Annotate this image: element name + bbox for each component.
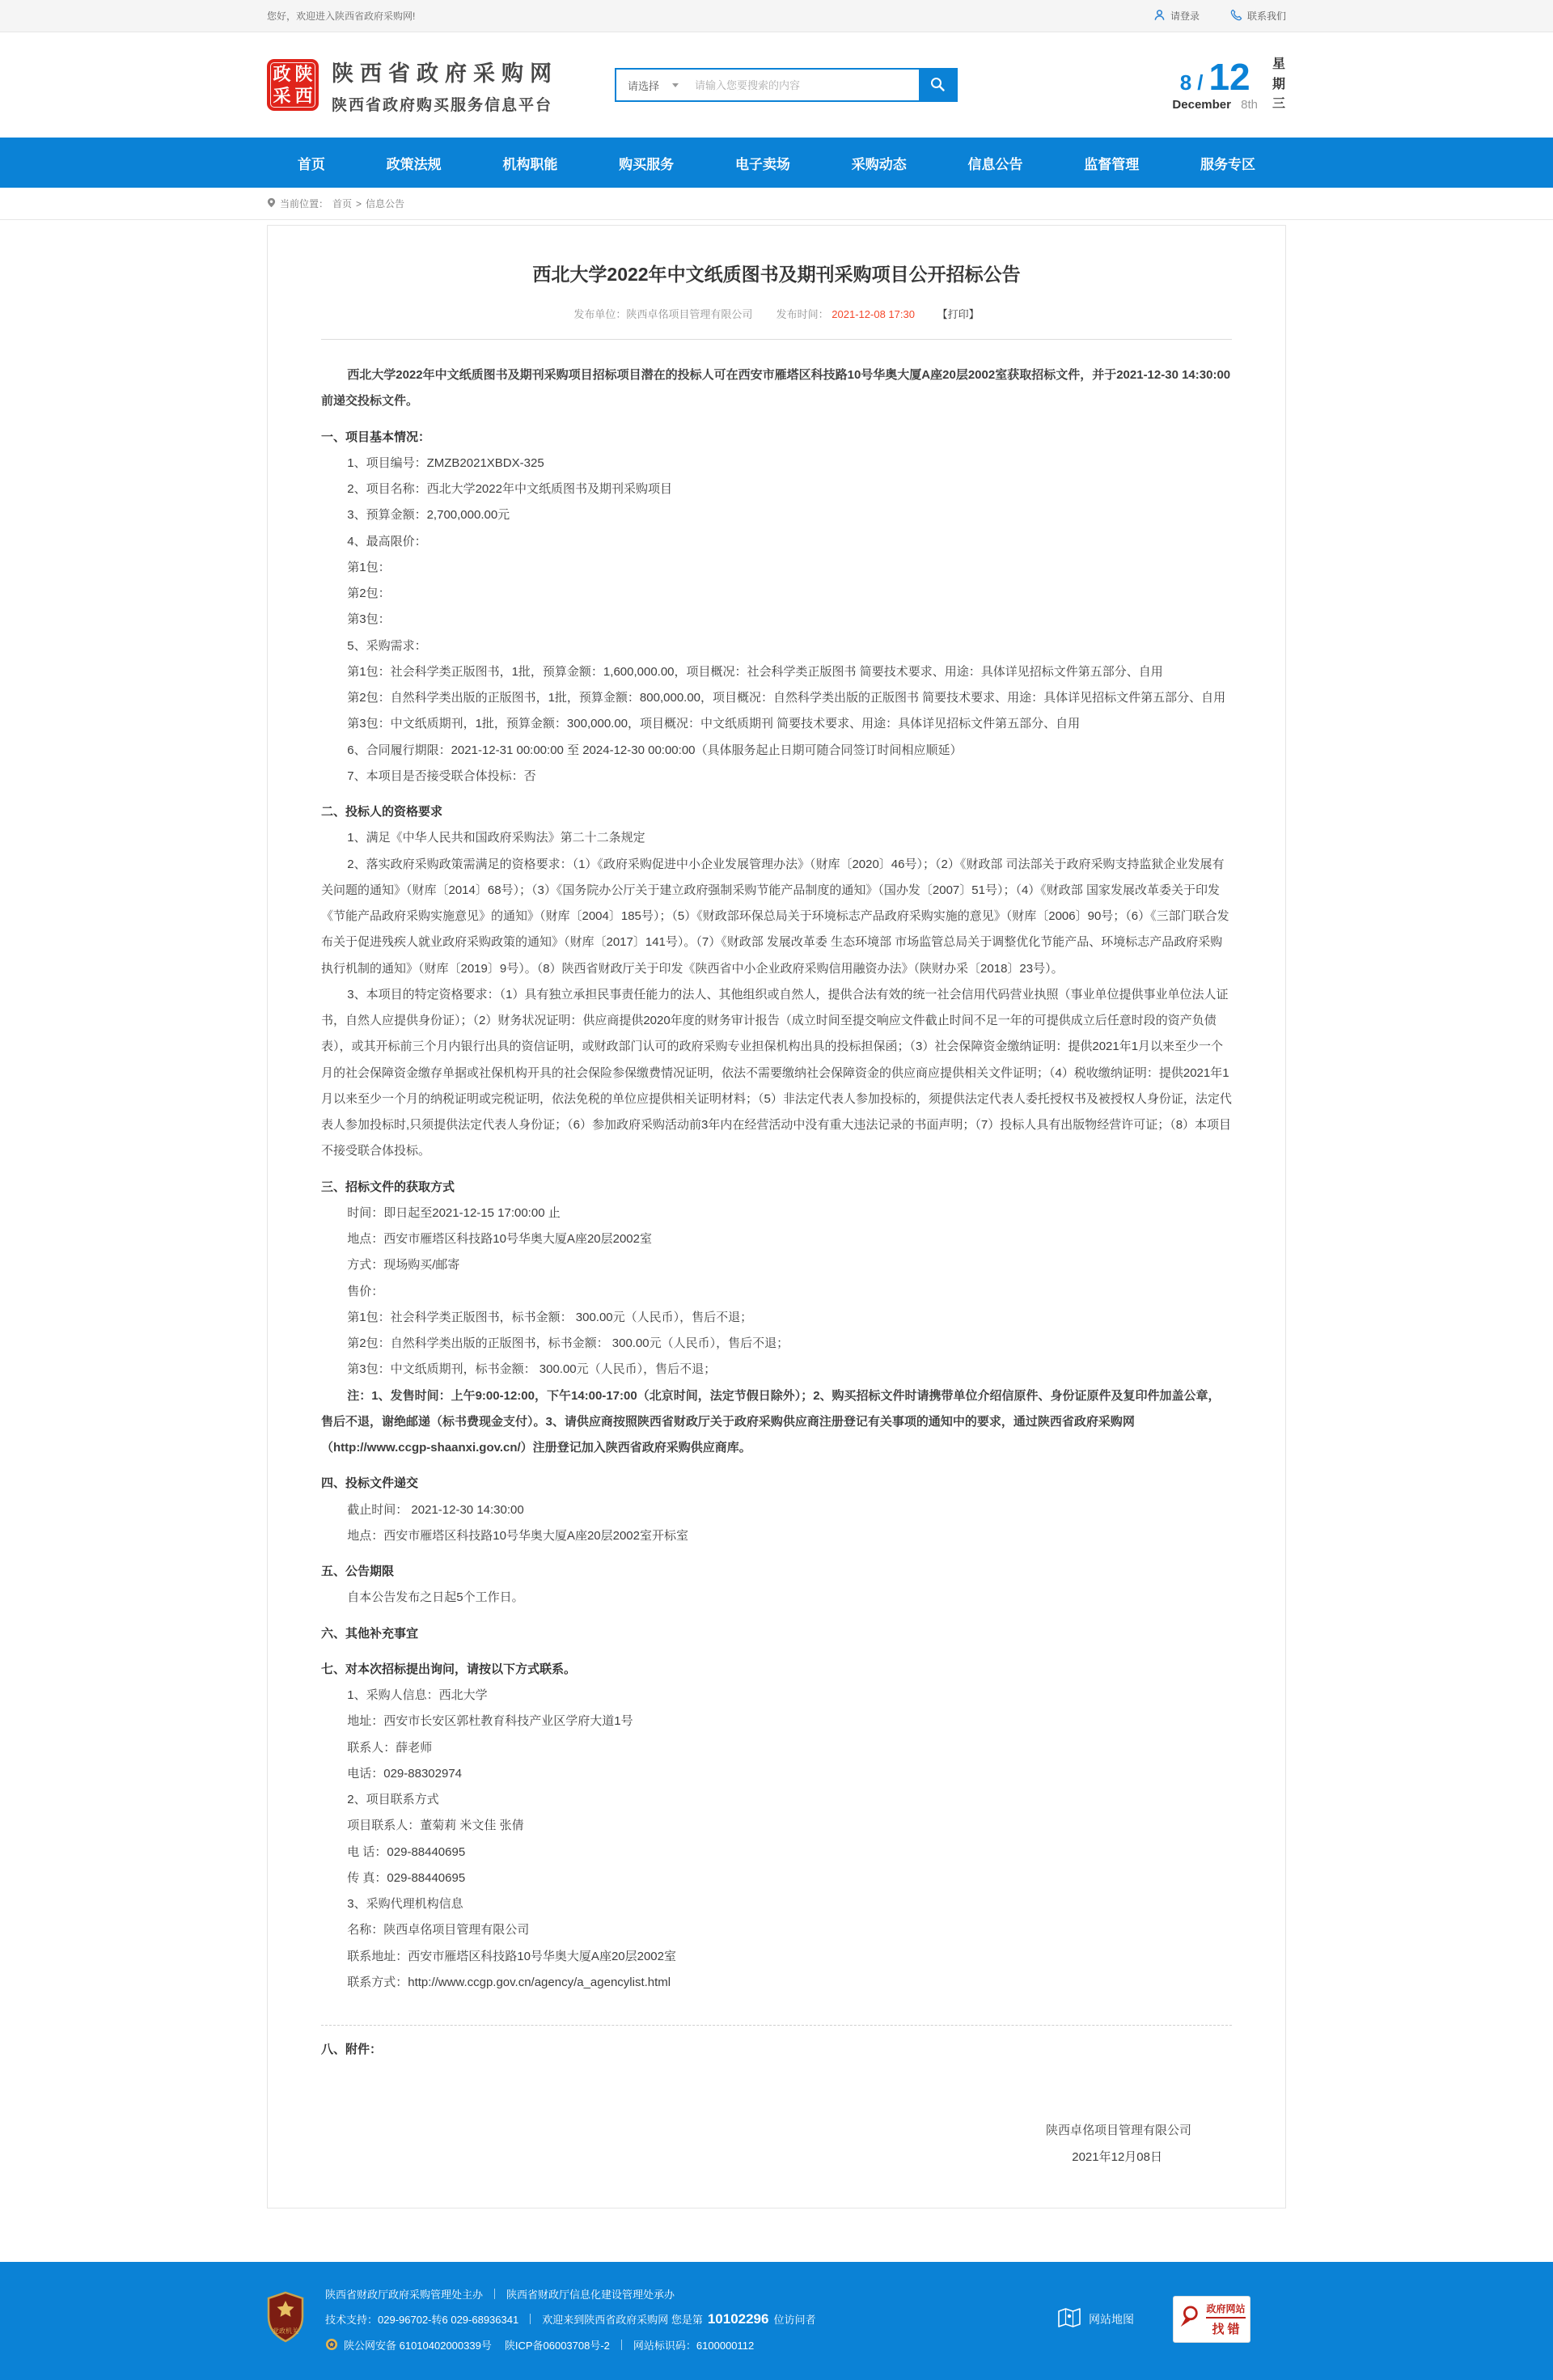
nav-item[interactable]: 信息公告	[967, 156, 1023, 172]
article-paragraph: 自本公告发布之日起5个工作日。	[347, 1590, 524, 1605]
article-paragraph: 6、合同履行期限：2021-12-31 00:00:00 至 2024-12-30 00:00:00（具体服务起止日期可随合同签订时间相应顺延）	[347, 743, 963, 757]
article-paragraph: 售价：	[347, 1284, 384, 1298]
article-paragraph: 五、公告期限	[321, 1565, 395, 1578]
article-paragraph: 第2包：自然科学类出版的正版图书，标书金额： 300.00元（人民币），售后不退；	[347, 1336, 789, 1350]
magnifier-icon	[929, 76, 946, 95]
article-paragraph: 三、招标文件的获取方式	[321, 1179, 455, 1194]
breadcrumb-current: 信息公告	[366, 198, 405, 210]
article-paragraph: 地点：西安市雁塔区科技路10号华奥大厦A座20层2002室	[347, 1232, 652, 1246]
nav-item[interactable]: 电子卖场	[734, 156, 790, 172]
search-box	[615, 68, 958, 102]
article-paragraph: 3、预算金额：2,700,000.00元	[347, 508, 510, 523]
welcome-text: 您好，欢迎进入陕西省政府采购网!	[267, 11, 416, 22]
publish-time: 2021-12-08 17:30	[832, 308, 915, 320]
red-magnifier-icon	[1178, 2304, 1200, 2334]
footer-site-code: 网站标识码：6100000112	[633, 2339, 755, 2352]
date-widget: 8 / 12 December 8th 星期三	[1172, 55, 1286, 115]
gov-site-error-report-badge[interactable]: 政府网站 找错	[1173, 2296, 1250, 2343]
person-icon	[1153, 9, 1166, 23]
article-paragraph: 2、项目名称：西北大学2022年中文纸质图书及期刊采购项目	[347, 482, 672, 496]
footer-visit-suffix: 位访问者	[773, 2314, 816, 2327]
nav-item[interactable]: 监督管理	[1084, 156, 1140, 172]
chevron-down-icon	[672, 83, 679, 87]
article-paragraph: 名称：陕西卓佲项目管理有限公司	[347, 1923, 530, 1937]
article-paragraph: 地址：西安市长安区郭杜教育科技产业区学府大道1号	[347, 1714, 633, 1729]
article-paragraph: 2、落实政府采购政策需满足的资格要求：（1）《政府采购促进中小企业发展管理办法》（财库〔2020〕46号）；（2）《财政部 司法部关于政府采购支持监狱企业发展有关问题的通知》（财库〔2014〕68号）；（3）《国务院办公厅关于建立政府强制采购节能产品制度的通知》（国办发〔2007〕51号）；（4）《财政部 国家发展改革委关于印发《节能产品政府采购实施意见》的通知》（财库〔2004〕185号）；（5）《财政部环保总局关于环境标志产品政府采购实施的意见》（财库〔2006〕90号；（6）《三部门联合发布关于促进残疾人就业政府采购政策的通知》（财库〔2017〕141号）。（7）《财政部 发展改革委 生态环境部 市场监管总局关于调整优化节能产品、环境标志产品政府采购执行机制的通知》（财库〔2019〕9号）。（8）陕西省财政厅关于印发《陕西省中小企业政府采购信用融资办法》（陕财办采〔2018〕23号）。	[321, 857, 1229, 976]
site-logo-seal[interactable]: 政陕 采西	[267, 59, 319, 111]
article-paragraph: 项目联系人：董菊莉 米文佳 张倩	[347, 1819, 524, 1833]
article-paragraph: 陕西卓佲项目管理有限公司	[1045, 2124, 1191, 2138]
footer-visit-prefix: 欢迎来到陕西省政府采购网 您是第	[542, 2314, 703, 2327]
footer-support: 技术支持：029-96702-转6 029-68936341	[325, 2314, 519, 2327]
article-paragraph: 第1包：	[347, 560, 391, 574]
article-paragraph: 第3包：中文纸质期刊，1批，预算金额：300,000.00，项目概况：中文纸质期刊 简要技术要求、用途：具体详见招标文件第五部分、自用	[347, 717, 1081, 731]
map-icon	[1057, 2306, 1081, 2331]
search-button[interactable]	[919, 70, 956, 100]
breadcrumb-home[interactable]: 首页	[332, 198, 353, 210]
article-meta	[321, 306, 1232, 340]
article-paragraph: 5、采购需求：	[347, 638, 427, 653]
article-paragraph: 联系方式：http://www.ccgp.gov.cn/agency/a_agencylist.html	[347, 1975, 671, 1989]
article-paragraph: 四、投标文件递交	[321, 1476, 419, 1491]
article-paragraph: 3、本项目的特定资格要求：（1）具有独立承担民事责任能力的法人、其他组织或自然人，提供合法有效的统一社会信用代码营业执照（事业单位提供事业单位法人证书，自然人应提供身份证）；（2）财务状况证明：供应商提供2020年度的财务审计报告（成立时间至提交响应文件截止时间不足一年的可提供成立后任意时段的资产负债表），或其开标前三个月内银行出具的资信证明，或财政部门认可的政府采购专业担保机构出具的投标担保函；（3）社会保障资金缴纳证明：提供2021年1月以来至少一个月的社会保障资金缴存单据或社保机构开具的社会保险参保缴费情况证明，依法不需要缴纳社会保障资金的供应商应提供相关文件证明；（4）税收缴纳证明：提供2021年1月以来至少一个月的纳税证明或完税证明，依法免税的单位应提供相关证明材料；（5）非法定代表人参加投标的，须提供法定代表人委托授权书及被授权人身份证，法定代表人参加投标时,只须提供法定代表人身份证；（6）参加政府采购活动前3年内在经营活动中没有重大违法记录的书面声明；（7）投标人具有出版物经营许可证；（8）本项目不接受联合体投标。	[321, 987, 1232, 1158]
article-paragraph: 第1包：社会科学类正版图书，标书金额： 300.00元（人民币），售后不退；	[347, 1310, 753, 1324]
contact-link[interactable]: 联系我们	[1230, 9, 1286, 23]
article-body	[321, 362, 1232, 2170]
article-paragraph: 传 真：029-88440695	[347, 1870, 466, 1885]
article-paragraph: 六、其他补充事宜	[321, 1626, 419, 1641]
article-paragraph: 2021年12月08日	[1072, 2149, 1162, 2164]
article-paragraph: 第2包：自然科学类出版的正版图书，1批，预算金额：800,000.00，项目概况：自然科学类出版的正版图书 简要技术要求、用途：具体详见招标文件第五部分、自用	[347, 691, 1226, 705]
article-paragraph: 电话：029-88302974	[347, 1766, 463, 1781]
article-paragraph: 方式：现场购买/邮寄	[347, 1258, 460, 1273]
search-category-select[interactable]: 请选择	[616, 70, 690, 100]
footer-org-right: 陕西省财政厅信息化建设管理处承办	[506, 2288, 675, 2301]
svg-text:党政机关: 党政机关	[273, 2327, 298, 2336]
article-paragraph: 联系地址：西安市雁塔区科技路10号华奥大厦A座20层2002室	[347, 1949, 676, 1963]
main-area	[0, 220, 1553, 2238]
topbar	[0, 0, 1553, 32]
page-title: 西北大学2022年中文纸质图书及期刊采购项目公开招标公告	[532, 264, 1021, 285]
visitor-count: 10102296	[707, 2310, 769, 2327]
article-paragraph: 电 话：029-88440695	[347, 1844, 466, 1859]
breadcrumb-strip	[0, 188, 1553, 220]
article-paragraph: 时间：即日起至2021-12-15 17:00:00 止	[347, 1205, 561, 1220]
nav-item[interactable]: 采购动态	[851, 156, 907, 172]
article-paragraph: 注：1、发售时间：上午9:00-12:00，下午14:00-17:00（北京时间，法定节假日除外）；2、购买招标文件时请携带单位介绍信原件、身份证原件及复印件加盖公章，售后不退，谢绝邮递（标书费现金支付）。3、请供应商按照陕西省财政厅关于政府采购供应商注册登记有关事项的通知中的要求，通过陕西省政府采购网（http://www.ccgp-shaanxi.gov.cn/）注册登记加入陕西省政府采购供应商库。	[321, 1388, 1221, 1455]
article-paragraph	[321, 2025, 1232, 2026]
article-paragraph: 第3包：	[347, 612, 391, 627]
breadcrumb: 当前位置： 首页 > 信息公告	[267, 188, 1286, 219]
nav-item[interactable]: 服务专区	[1200, 156, 1255, 172]
site-name: 陕西省政府采购网	[332, 61, 558, 86]
footer-org-left: 陕西省财政厅政府采购管理处主办	[325, 2288, 484, 2301]
article-paragraph: 7、本项目是否接受联合体投标：否	[347, 769, 536, 783]
article-paragraph: 2、项目联系方式	[347, 1793, 439, 1806]
announcement-card	[267, 225, 1286, 2208]
article-paragraph: 七、对本次招标提出询问，请按以下方式联系。	[321, 1662, 577, 1676]
main-nav	[0, 138, 1553, 188]
nav-item[interactable]: 购买服务	[619, 156, 675, 172]
article-paragraph: 4、最高限价：	[347, 534, 427, 548]
print-button[interactable]: 【打印】	[937, 308, 980, 320]
footer-icp[interactable]: 陕ICP备06003708号-2	[504, 2339, 610, 2352]
party-government-shield-icon	[267, 2291, 304, 2347]
publisher-label: 发布单位：陕西卓佲项目管理有限公司	[573, 308, 753, 320]
article-paragraph: 1、采购人信息：西北大学	[347, 1688, 488, 1702]
article-paragraph: 二、投标人的资格要求	[321, 805, 443, 819]
search-input[interactable]	[690, 70, 919, 100]
nav-item[interactable]: 政策法规	[386, 156, 442, 172]
site-header	[0, 32, 1553, 138]
nav-item[interactable]: 首页	[297, 156, 325, 172]
article-paragraph: 3、采购代理机构信息	[347, 1897, 463, 1911]
sitemap-link[interactable]: 网站地图	[1057, 2306, 1134, 2331]
article-paragraph: 1、满足《中华人民共和国政府采购法》第二十二条规定	[347, 831, 645, 845]
article-paragraph: 一、项目基本情况：	[321, 430, 431, 444]
weekday-label: 星期三	[1272, 57, 1286, 112]
footer-beian[interactable]: 陕公网安备 61010402000339号	[344, 2339, 492, 2352]
login-link[interactable]: 请登录	[1153, 9, 1200, 23]
map-pin-icon	[267, 197, 276, 210]
article-paragraph: 第3包：中文纸质期刊，标书金额： 300.00元（人民币），售后不退；	[347, 1362, 717, 1377]
article-paragraph: 联系人：薛老师	[347, 1740, 433, 1755]
police-badge-icon	[325, 2338, 338, 2351]
nav-item[interactable]: 机构职能	[502, 156, 558, 172]
article-paragraph: 1、项目编号：ZMZB2021XBDX-325	[347, 455, 544, 470]
article-paragraph: 地点：西安市雁塔区科技路10号华奥大厦A座20层2002室开标室	[347, 1528, 688, 1543]
site-footer	[0, 2262, 1553, 2380]
site-subtitle: 陕西省政府购买服务信息平台	[332, 96, 553, 114]
article-paragraph: 西北大学2022年中文纸质图书及期刊采购项目招标项目潜在的投标人可在西安市雁塔区科技路10号华奥大厦A座20层2002室获取招标文件，并于2021-12-30 14:30:00前递交投标文件。	[321, 368, 1231, 409]
article-paragraph: 第1包：社会科学类正版图书，1批，预算金额：1,600,000.00，项目概况：社会科学类正版图书 简要技术要求、用途：具体详见招标文件第五部分、自用	[347, 664, 1163, 679]
publish-time-label: 发布时间：	[776, 308, 829, 320]
article-paragraph: 第2包：	[347, 587, 391, 600]
article-paragraph: 截止时间： 2021-12-30 14:30:00	[347, 1502, 524, 1517]
phone-icon	[1230, 9, 1242, 23]
article-paragraph: 八、附件：	[321, 2043, 383, 2056]
